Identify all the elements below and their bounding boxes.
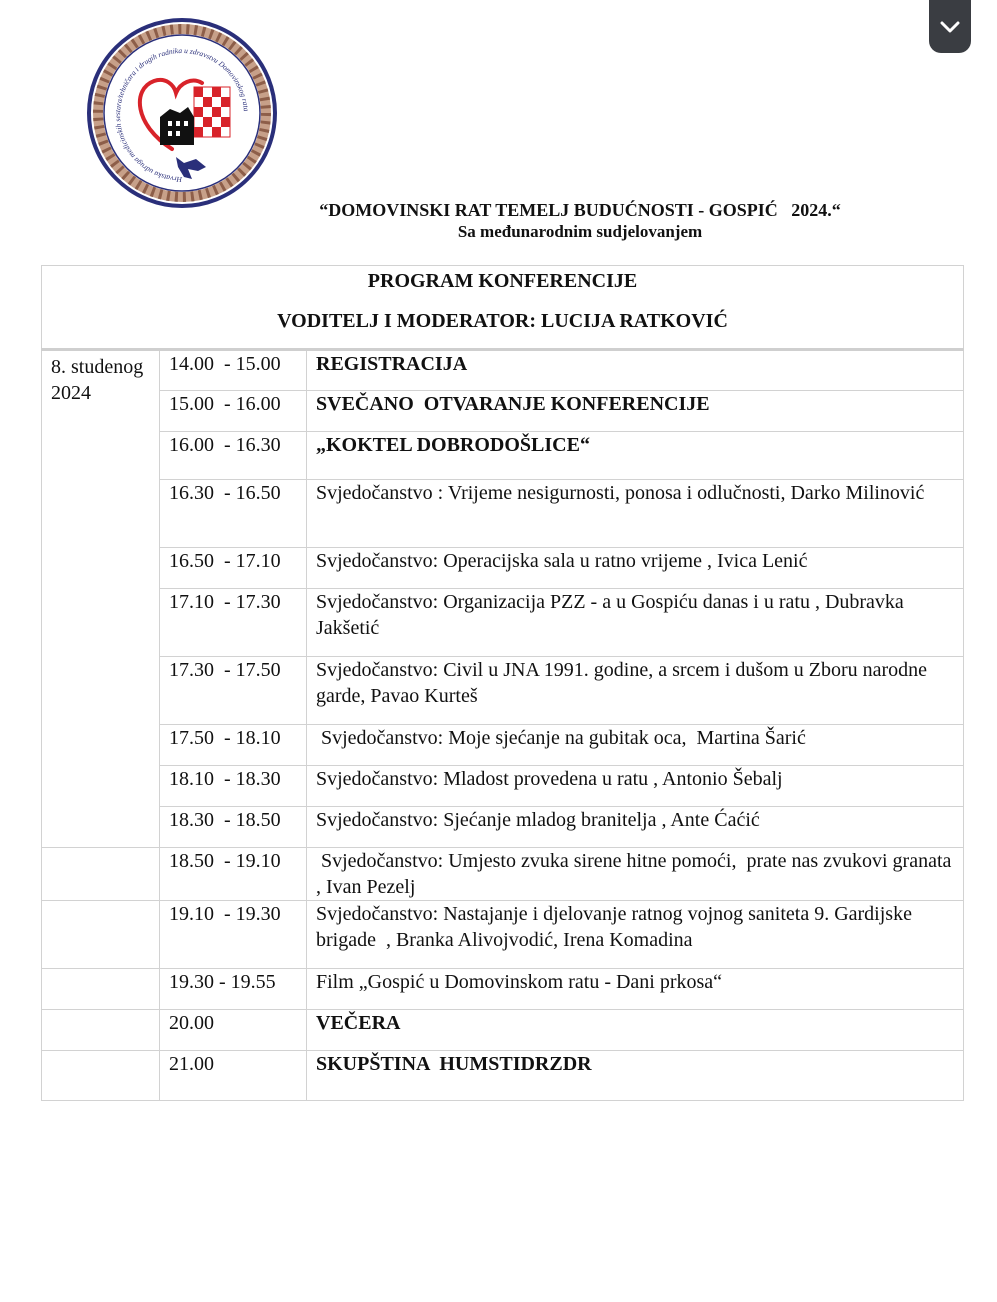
schedule-time: 17.10 - 17.30	[160, 589, 307, 657]
schedule-time: 18.30 - 18.50	[160, 807, 307, 848]
schedule-time: 16.00 - 16.30	[160, 432, 307, 480]
schedule-time: 16.30 - 16.50	[160, 480, 307, 548]
schedule-row	[42, 1010, 964, 1051]
schedule-row	[42, 350, 964, 391]
schedule-row	[42, 725, 964, 766]
schedule-activity: REGISTRACIJA	[307, 350, 964, 391]
empty-date-cell	[42, 901, 160, 969]
schedule-time: 20.00	[160, 1010, 307, 1051]
schedule-row	[42, 1051, 964, 1101]
schedule-activity: Svjedočanstvo : Vrijeme nesigurnosti, ponosa i odlučnosti, Darko Milinović	[307, 480, 964, 548]
program-heading: PROGRAM KONFERENCIJE	[367, 270, 638, 292]
schedule-time: 17.30 - 17.50	[160, 657, 307, 725]
schedule-activity: Svjedočanstvo: Civil u JNA 1991. godine, a srcem i dušom u Zboru narodne garde, Pavao Kurteš	[307, 657, 964, 725]
schedule-activity: VEČERA	[307, 1010, 964, 1051]
schedule-time: 18.50 - 19.10	[160, 848, 307, 901]
schedule-time: 16.50 - 17.10	[160, 548, 307, 589]
conference-subtitle: Sa međunarodnim sudjelovanjem	[457, 222, 703, 241]
schedule-activity: Film „Gospić u Domovinskom ratu - Dani prkosa“	[307, 969, 964, 1010]
schedule-time: 17.50 - 18.10	[160, 725, 307, 766]
schedule-row	[42, 391, 964, 432]
association-logo	[84, 17, 280, 208]
schedule-date: 8. studenog 2024	[42, 350, 160, 848]
empty-date-cell	[42, 969, 160, 1010]
schedule-row	[42, 766, 964, 807]
schedule-row	[42, 807, 964, 848]
conference-title: “DOMOVINSKI RAT TEMELJ BUDUĆNOSTI - GOSPIĆ 2024.“	[319, 200, 841, 220]
schedule-row	[42, 432, 964, 480]
empty-date-cell	[42, 848, 160, 901]
moderator-line: VODITELJ I MODERATOR: LUCIJA RATKOVIĆ	[277, 310, 728, 332]
schedule-row	[42, 548, 964, 589]
schedule-row	[42, 589, 964, 657]
program-table	[41, 265, 964, 1101]
schedule-activity: Svjedočanstvo: Mladost provedena u ratu , Antonio Šebalj	[307, 766, 964, 807]
program-header-row	[42, 266, 964, 350]
chevron-down-icon	[940, 21, 960, 33]
schedule-time: 19.10 - 19.30	[160, 901, 307, 969]
schedule-activity: Svjedočanstvo: Organizacija PZZ - a u Gospiću danas i u ratu , Dubravka Jakšetić	[307, 589, 964, 657]
schedule-time: 18.10 - 18.30	[160, 766, 307, 807]
schedule-activity: SKUPŠTINA HUMSTIDRZDR	[307, 1051, 964, 1101]
schedule-time: 19.30 - 19.55	[160, 969, 307, 1010]
schedule-row	[42, 657, 964, 725]
schedule-time: 15.00 - 16.00	[160, 391, 307, 432]
schedule-row	[42, 901, 964, 969]
schedule-row	[42, 480, 964, 548]
collapse-dropdown-button[interactable]	[929, 0, 971, 53]
schedule-activity: SVEČANO OTVARANJE KONFERENCIJE	[307, 391, 964, 432]
schedule-row	[42, 969, 964, 1010]
checkerboard-icon	[194, 87, 230, 137]
program-header	[42, 266, 964, 350]
schedule-activity: Svjedočanstvo: Operacijska sala u ratno vrijeme , Ivica Lenić	[307, 548, 964, 589]
schedule-activity: Svjedočanstvo: Nastajanje i djelovanje ratnog vojnog saniteta 9. Gardijske brigade , Branka Alivojvodić, Irena Komadina	[307, 901, 964, 969]
schedule-activity: Svjedočanstvo: Umjesto zvuka sirene hitne pomoći, prate nas zvukovi granata , Ivan Pezelj	[307, 848, 964, 901]
logo-ring-text: Hrvatska udruga medicinskih sestara/tehničara i drugih radnika u zdravstvu Domovinskog rata	[113, 45, 251, 185]
schedule-time: 14.00 - 15.00	[160, 350, 307, 391]
schedule-row	[42, 848, 964, 901]
schedule-activity: Svjedočanstvo: Sjećanje mladog branitelja , Ante Ćaćić	[307, 807, 964, 848]
schedule-activity: Svjedočanstvo: Moje sjećanje na gubitak oca, Martina Šarić	[307, 725, 964, 766]
empty-date-cell	[42, 1010, 160, 1051]
empty-date-cell	[42, 1051, 160, 1101]
schedule-time: 21.00	[160, 1051, 307, 1101]
schedule-activity: „KOKTEL DOBRODOŠLICE“	[307, 432, 964, 480]
